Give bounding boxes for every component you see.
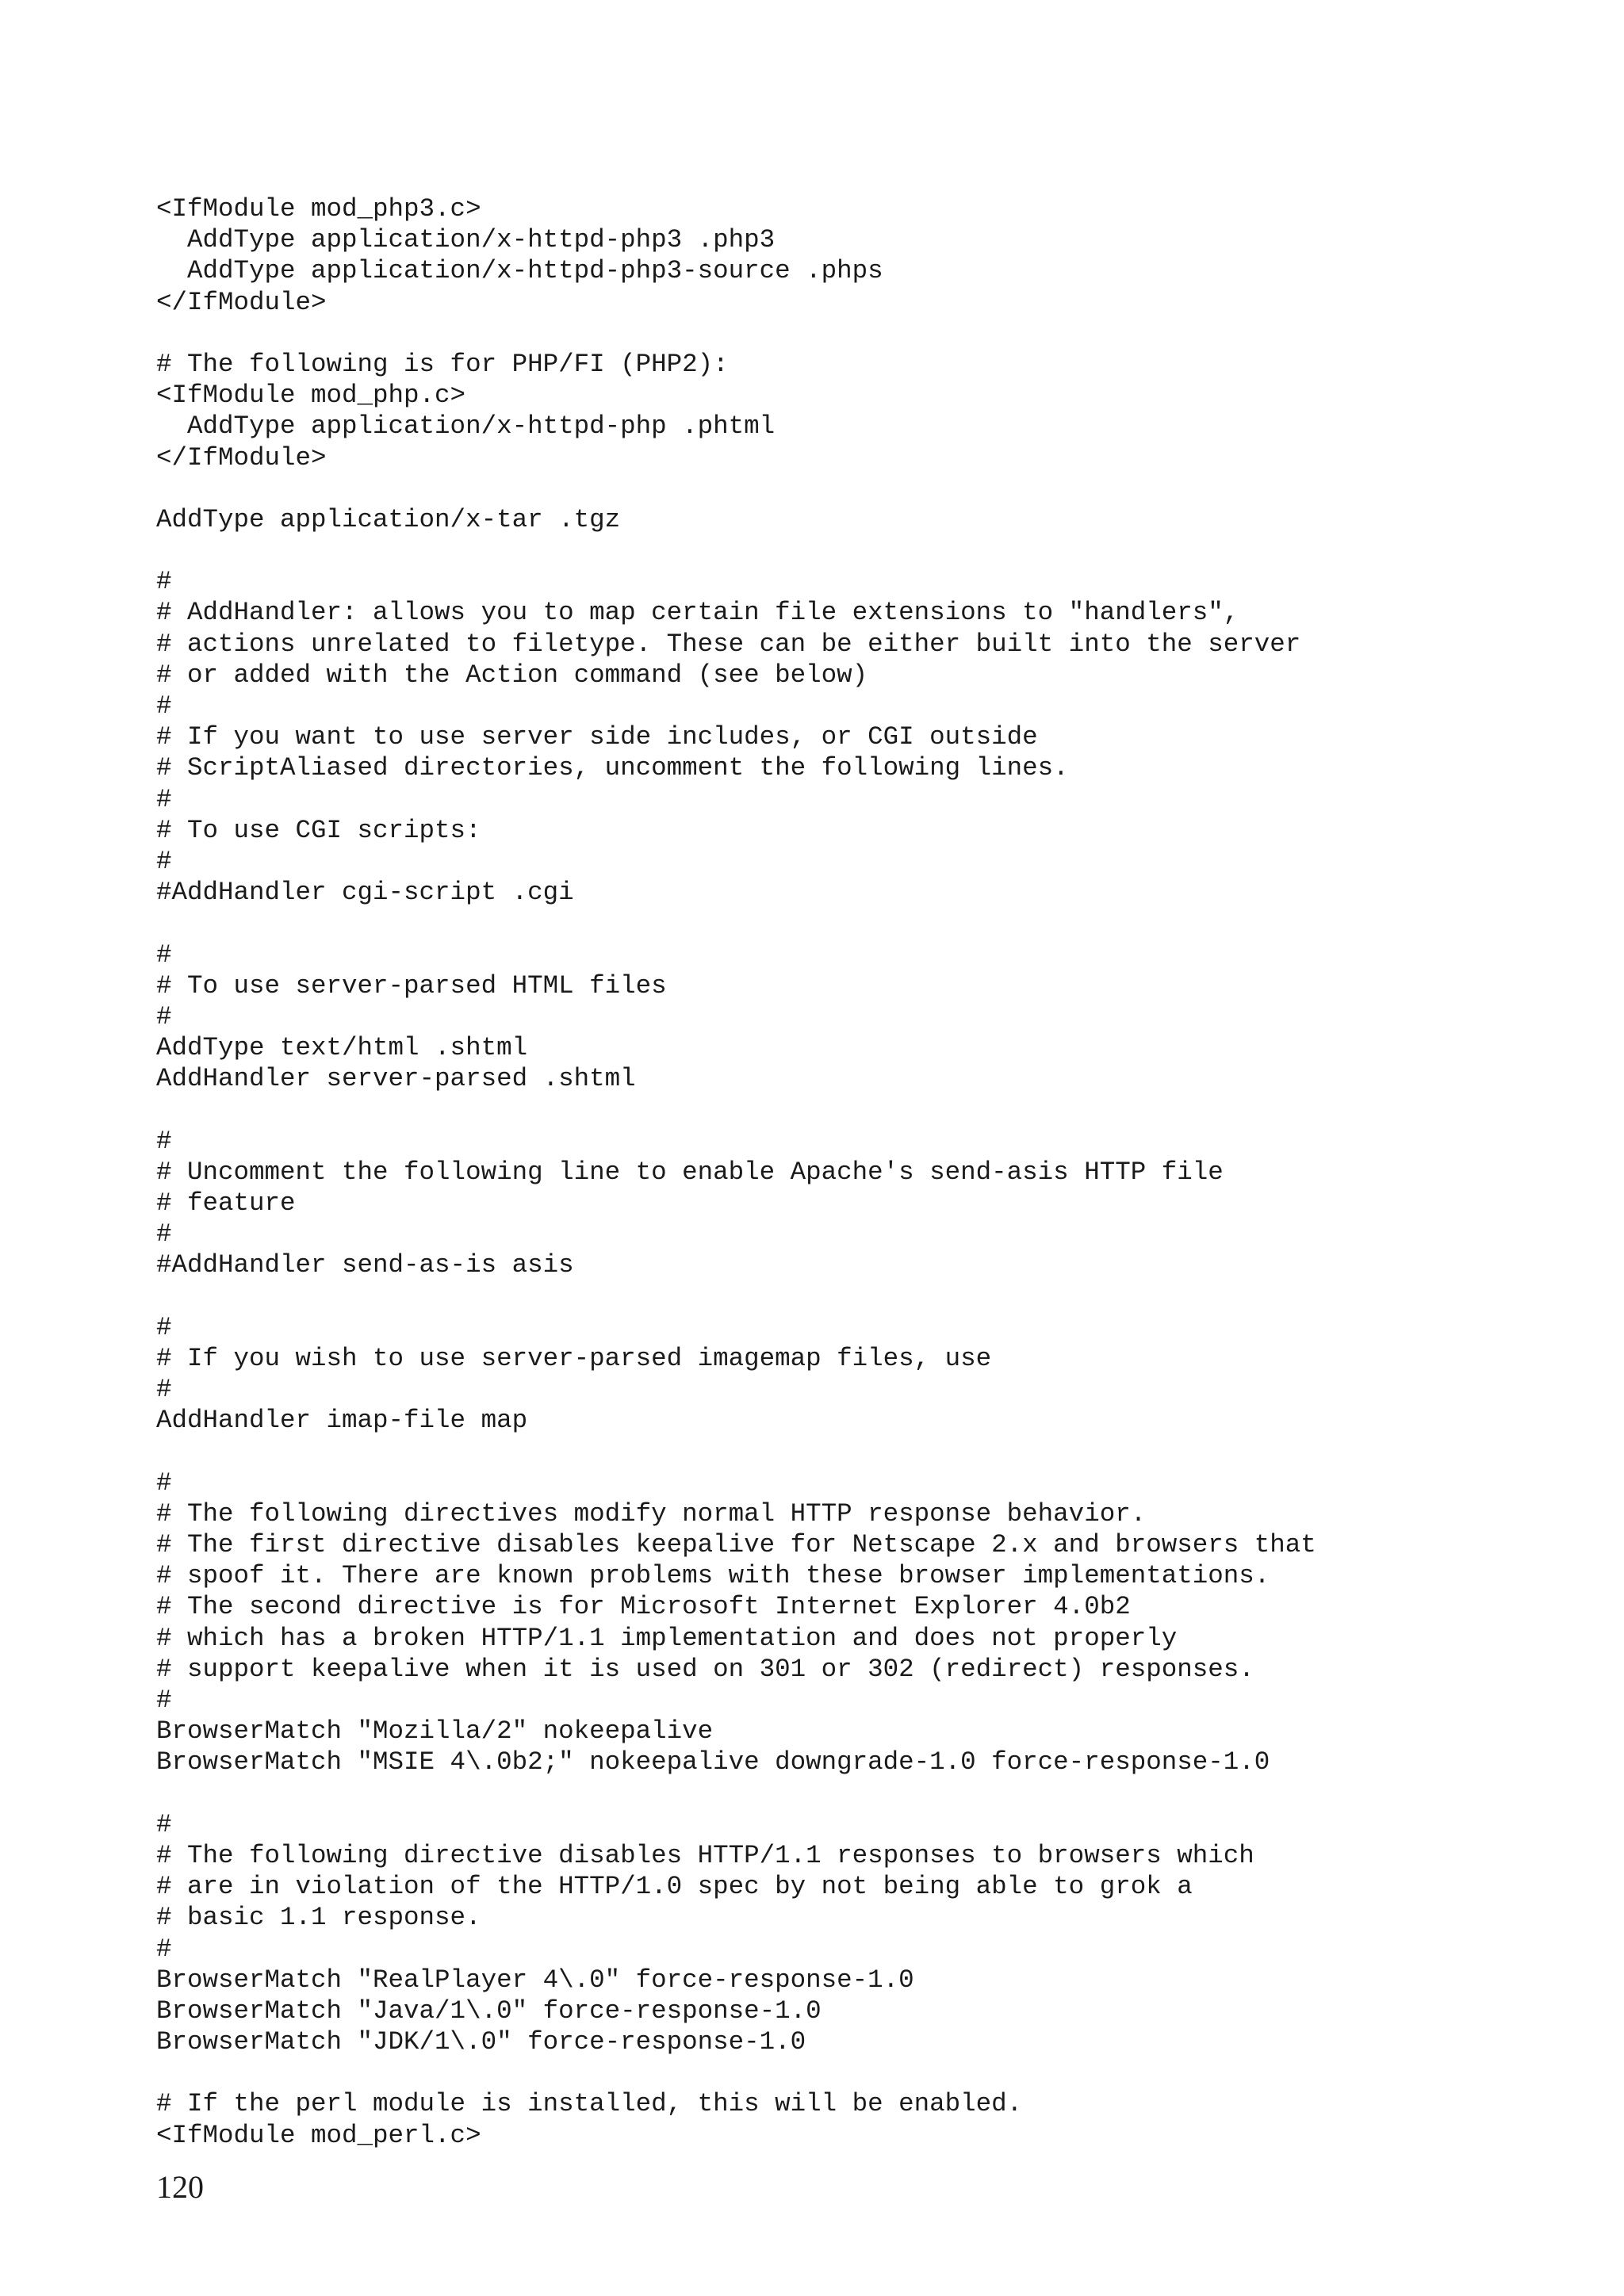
code-line: # To use server-parsed HTML files [156, 970, 667, 1001]
code-line: # [156, 567, 172, 597]
code-line: # [156, 691, 172, 721]
code-line: # actions unrelated to filetype. These can be either built into the server [156, 629, 1301, 659]
code-line: # [156, 1686, 172, 1715]
code-line: #AddHandler send-as-is asis [156, 1250, 574, 1280]
code-line: # The second directive is for Microsoft Internet Explorer 4.0b2 [156, 1592, 1131, 1622]
code-line: </IfModule> [156, 442, 327, 473]
code-line: <IfModule mod_perl.c> [156, 2120, 481, 2150]
code-line: AddHandler server-parsed .shtml [156, 1064, 636, 1094]
code-line: BrowserMatch "Mozilla/2" nokeepalive [156, 1716, 714, 1747]
blank-line [156, 1437, 1584, 1468]
code-line: # [156, 1219, 172, 1249]
blank-line [156, 318, 1584, 349]
code-line: # [156, 1001, 172, 1031]
code-line: <IfModule mod_php3.c> [156, 194, 481, 224]
code-line: BrowserMatch "MSIE 4\.0b2;" nokeepalive downgrade-1.0 force-response-1.0 [156, 1747, 1270, 1777]
code-line: # The following is for PHP/FI (PHP2): [156, 349, 729, 379]
code-line: AddType application/x-httpd-php3 .php3 [156, 225, 776, 255]
code-line: # [156, 1809, 172, 1839]
code-line: # [156, 939, 172, 970]
page-number: 120 [156, 2169, 204, 2205]
code-line: </IfModule> [156, 287, 327, 317]
config-code-listing [156, 193, 1584, 2151]
code-line: AddType application/x-httpd-php .phtml [156, 411, 776, 442]
code-line: # [156, 784, 172, 814]
blank-line [156, 1778, 1584, 1809]
code-line: # The following directive disables HTTP/1.1 responses to browsers which [156, 1840, 1254, 1870]
blank-line [156, 1281, 1584, 1312]
code-line: # [156, 1126, 172, 1156]
code-line: BrowserMatch "RealPlayer 4\.0" force-response-1.0 [156, 1965, 914, 1995]
code-line: BrowserMatch "Java/1\.0" force-response-1.0 [156, 1996, 822, 2026]
code-line: AddHandler imap-file map [156, 1406, 528, 1436]
code-line: AddType application/x-httpd-php3-source .phps [156, 256, 883, 286]
code-line: # The first directive disables keepalive for Netscape 2.x and browsers that [156, 1530, 1316, 1560]
code-line: # [156, 1375, 172, 1405]
blank-line [156, 908, 1584, 939]
code-line: AddType text/html .shtml [156, 1033, 528, 1063]
code-line: AddType application/x-tar .tgz [156, 504, 621, 534]
code-line: # AddHandler: allows you to map certain file extensions to "handlers", [156, 598, 1239, 628]
blank-line [156, 473, 1584, 504]
code-line: # If you wish to use server-parsed imagemap files, use [156, 1343, 992, 1373]
blank-line [156, 1094, 1584, 1125]
code-line: # spoof it. There are known problems with these browser implementations. [156, 1561, 1270, 1591]
code-line: # or added with the Action command (see below) [156, 660, 868, 690]
code-line: # If the perl module is installed, this will be enabled. [156, 2089, 1023, 2119]
code-line: # Uncomment the following line to enable Apache's send-asis HTTP file [156, 1157, 1224, 1187]
blank-line [156, 535, 1584, 566]
code-line: # [156, 1468, 172, 1498]
code-line: # basic 1.1 response. [156, 1903, 481, 1933]
code-line: #AddHandler cgi-script .cgi [156, 878, 574, 908]
code-line: # are in violation of the HTTP/1.0 spec by not being able to grok a [156, 1872, 1193, 1902]
code-line: # [156, 1934, 172, 1964]
code-line: # The following directives modify normal HTTP response behavior. [156, 1498, 1147, 1529]
code-line: # [156, 846, 172, 876]
code-line: # To use CGI scripts: [156, 815, 481, 845]
blank-line [156, 2057, 1584, 2088]
code-line: # If you want to use server side includes, or CGI outside [156, 722, 1038, 752]
code-line: # [156, 1312, 172, 1342]
code-line: # support keepalive when it is used on 301 or 302 (redirect) responses. [156, 1654, 1254, 1684]
code-line: # which has a broken HTTP/1.1 implementation and does not properly [156, 1623, 1178, 1653]
code-line: <IfModule mod_php.c> [156, 381, 466, 411]
code-line: BrowserMatch "JDK/1\.0" force-response-1.0 [156, 2027, 806, 2057]
code-line: # ScriptAliased directories, uncomment the following lines. [156, 753, 1069, 783]
code-line: # feature [156, 1188, 296, 1218]
